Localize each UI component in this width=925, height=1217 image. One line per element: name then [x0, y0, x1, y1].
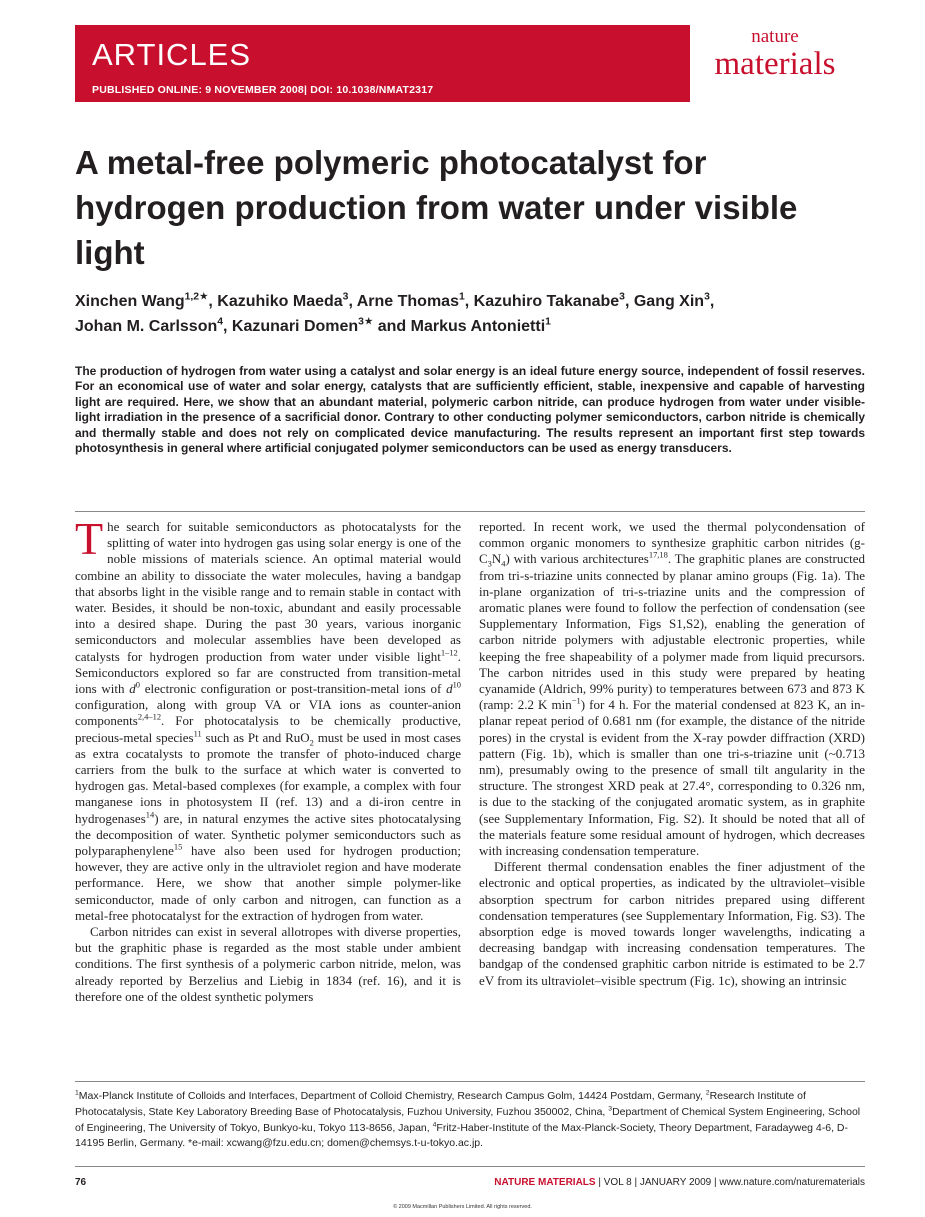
citation: 2,4–12 — [137, 712, 162, 723]
issue-info: | VOL 8 | JANUARY 2009 | www.nature.com/naturematerials — [595, 1177, 865, 1188]
author-separator: and — [373, 318, 411, 335]
author-affiliation: 3 — [704, 291, 710, 303]
author-affiliation: 3 — [619, 291, 625, 303]
copyright-notice: © 2009 Macmillan Publishers Limited. All rights reserved. — [393, 1204, 532, 1210]
journal-name: NATURE MATERIALS — [494, 1177, 596, 1188]
abstract-divider — [75, 511, 865, 512]
author-name: Arne Thomas — [356, 293, 459, 310]
author-separator: , — [348, 293, 357, 310]
doi[interactable]: | DOI: 10.1038/NMAT2317 — [303, 84, 434, 96]
author-name: Johan M. Carlsson — [75, 318, 218, 335]
journal-logo-bottom: materials — [714, 46, 836, 82]
author-affiliation: 3★ — [358, 316, 374, 328]
article-banner — [75, 25, 690, 102]
author-separator: , — [624, 293, 634, 310]
body-column-right — [479, 519, 865, 989]
author-separator: , — [464, 293, 474, 310]
author-name: Markus Antonietti — [410, 318, 546, 335]
footer-divider — [75, 1166, 865, 1167]
abstract: The production of hydrogen from water using a catalyst and solar energy is an ideal future energy source, independent of fossil reserves. For an economical use of water and solar energy, catalysts that are sufficiently efficient, stable, inexpensive and capable of harvesting light are required. Here, we show that an abundant material, polymeric carbon nitride, can produce hydrogen from water under visible-light irradiation in the presence of a sacrificial donor. Contrary to other conducting polymer semiconductors, carbon nitride is chemically and thermally stable and does not rely on complicated device manufacturing. The results represent an important first step towards photosynthesis in general where artificial conjugated polymer semiconductors can be used as energy transducers. — [75, 364, 865, 456]
author-separator: , — [208, 293, 218, 310]
citation: 11 — [193, 728, 202, 739]
author-name: Gang Xin — [633, 293, 705, 310]
article-title: A metal-free polymeric photocatalyst for hydrogen production from water under visible light — [75, 144, 798, 271]
author-separator: , — [709, 293, 715, 310]
body-paragraph: Carbon nitrides can exist in several allotropes with diverse properties, but the graphitic phase is regarded as the most stable under ambient conditions. The first synthesis of a polymeric carbon nitride, melon, was already reported by Berzelius and Liebig in 1834 (ref. 16), and it is therefore one of the oldest synthetic polymers — [75, 924, 461, 1004]
page-number: 76 — [75, 1177, 87, 1188]
drop-cap: T — [75, 513, 104, 564]
citation: 14 — [145, 809, 155, 820]
author-affiliation: 1 — [545, 316, 551, 328]
author-affiliation: 4 — [217, 316, 224, 328]
citation: 15 — [173, 841, 183, 852]
author-name: Kazunari Domen — [231, 318, 359, 335]
author-affiliation: 1,2★ — [184, 291, 209, 303]
author-list — [75, 289, 865, 339]
author-separator: , — [223, 318, 232, 335]
citation: 1–12 — [440, 647, 458, 658]
body-paragraph: Different thermal condensation enables the finer adjustment of the electronic and optical properties, as indicated by the ultraviolet–visible absorption spectrum for carbon nitrides prepared using different condensation temperatures (see Supplementary Information, Fig. S3). The absorption edge is moved towards longer wavelengths, indicating a decreasing bandgap with increasing condensation temperatures. The bandgap of the condensed graphitic carbon nitride is estimated to be 2.7 eV from its ultraviolet–visible spectrum (Fig. 1c), showing an intrinsic — [479, 859, 865, 988]
author-affiliation: 3 — [342, 291, 349, 303]
body-paragraph: The search for suitable semiconductors as photocatalysts for the splitting of water into hydrogen gas using solar energy is one of the noble missions of materials science. An optimal material would combine an ability to dissociate the water molecules, having a bandgap that absorbs light in the visible range and to remain stable in contact with water. Besides, it should be non-toxic, abundant and easily processable into a desired shape. During the past 30 years, various inorganic semiconductors and molecular assemblies have been developed as catalysts for hydrogen production from water under visible light$^{1-12}$. Semiconductors explored so far are constructed from transition-metal ions with $d^0$ electronic configuration or post-transition-metal ions of $d^{10}$ configuration, along with group VA or VIA ions as counter-anion components$^{2,4-12}$. For photocatalysis to be chemically productive, precious-metal species$^{11}$ such as Pt and RuO$_2$ must be used in most cases as extra cocatalysts to promote the transfer of photo-induced charge carriers from the bulk to the surface at which water is converted to hydrogen gas. Metal-based complexes (for example, a complex with four manganese ions in photosystem II (ref. 13) and a di-iron centre in hydrogenases$^{14}$) are, in natural enzymes the active sites photocatalysing the decomposition of water. Synthetic polymer semiconductors such as polyparaphenylene$^{15}$ have also been used for hydrogen production; however, they are active only in the ultraviolet region and have moderate performance. Here, we show that another simple polymer-like semiconductor, made of only carbon and nitrogen, can function as a metal-free photocatalyst for the extraction of hydrogen from water. — [75, 513, 461, 923]
published-date: PUBLISHED ONLINE: 9 NOVEMBER 2008 — [92, 84, 304, 96]
citation: 17,18 — [648, 550, 668, 561]
author-name: Kazuhiko Maeda — [217, 293, 343, 310]
article-type: ARTICLES — [92, 37, 252, 72]
journal-logo-top: nature — [751, 26, 799, 47]
author-name: Xinchen Wang — [75, 293, 185, 310]
affiliations: $^1$Max-Planck Institute of Colloids and Interfaces, Department of Colloid Chemistry, Research Campus Golm, 14424 Postdam, Germany, $^2$Research Institute of Photocatalysis, State Key Laboratory Breeding Base of Photocatalysis, Fuzhou University, Fuzhou 350002, China, $^3$Department of Chemical System Engineering, School of Engineering, The University of Tokyo, Bunkyo-ku, Tokyo 113-8656, Japan, $^4$Fritz-Haber-Institute of the Max-Planck-Society, Theory Department, Faradayweg 4-6, D-14195 Berlin, Germany. *e-mail: xcwang@fzu.edu.cn; domen@chemsys.t-u-tokyo.ac.jp. — [75, 1089, 861, 1150]
journal-logo — [700, 27, 850, 81]
author-affiliation: 1 — [458, 291, 465, 303]
publication-info — [92, 84, 690, 96]
body-column-left — [75, 513, 461, 1005]
body-paragraph: reported. In recent work, we used the thermal polycondensation of common organic monomers to synthesize graphitic carbon nitrides $(g-C_3N_4)$ with various architectures$^{17,18}$. The graphitic planes are constructed from tri-s-triazine units connected by planar amino groups (Fig. 1a). The in-plane organization of tri-s-triazine units and the compression of aromatic planes were found to follow the perfection of condensation (see Supplementary Information, Figs S1,S2), enabling the generation of carbon nitride polymers with adjustable electronic properties, while keeping the free shapeability of a polymer made from liquid precursors. The carbon nitrides used in this study were prepared by heating cyanamide (Aldrich, 99% purity) to temperatures between 673 and 873 K (ramp: 2.2 K $\min^{-1}$) for 4 h. For the material condensed at 823 K, an in-planar repeat period of 0.681 nm (for example, the distance of the nitride pores) in the crystal is evident from the X-ray powder diffraction (XRD) pattern (Fig. 1b), which is smaller than one tri-s-triazine unit (~0.713 nm), presumably owing to the presence of small tilt angularity in the structure. The strongest XRD peak at 27.4°, corresponding to 0.326 nm, is due to the stacking of the conjugated aromatic system, as in graphite (see Supplementary Information, Fig. S2). It should be noted that all of the materials feature some residual amount of hydrogen, which decreases with increasing condensation temperature. — [479, 519, 865, 859]
journal-footer — [494, 1177, 865, 1188]
author-name: Kazuhiro Takanabe — [473, 293, 620, 310]
affiliation-divider — [75, 1081, 865, 1082]
